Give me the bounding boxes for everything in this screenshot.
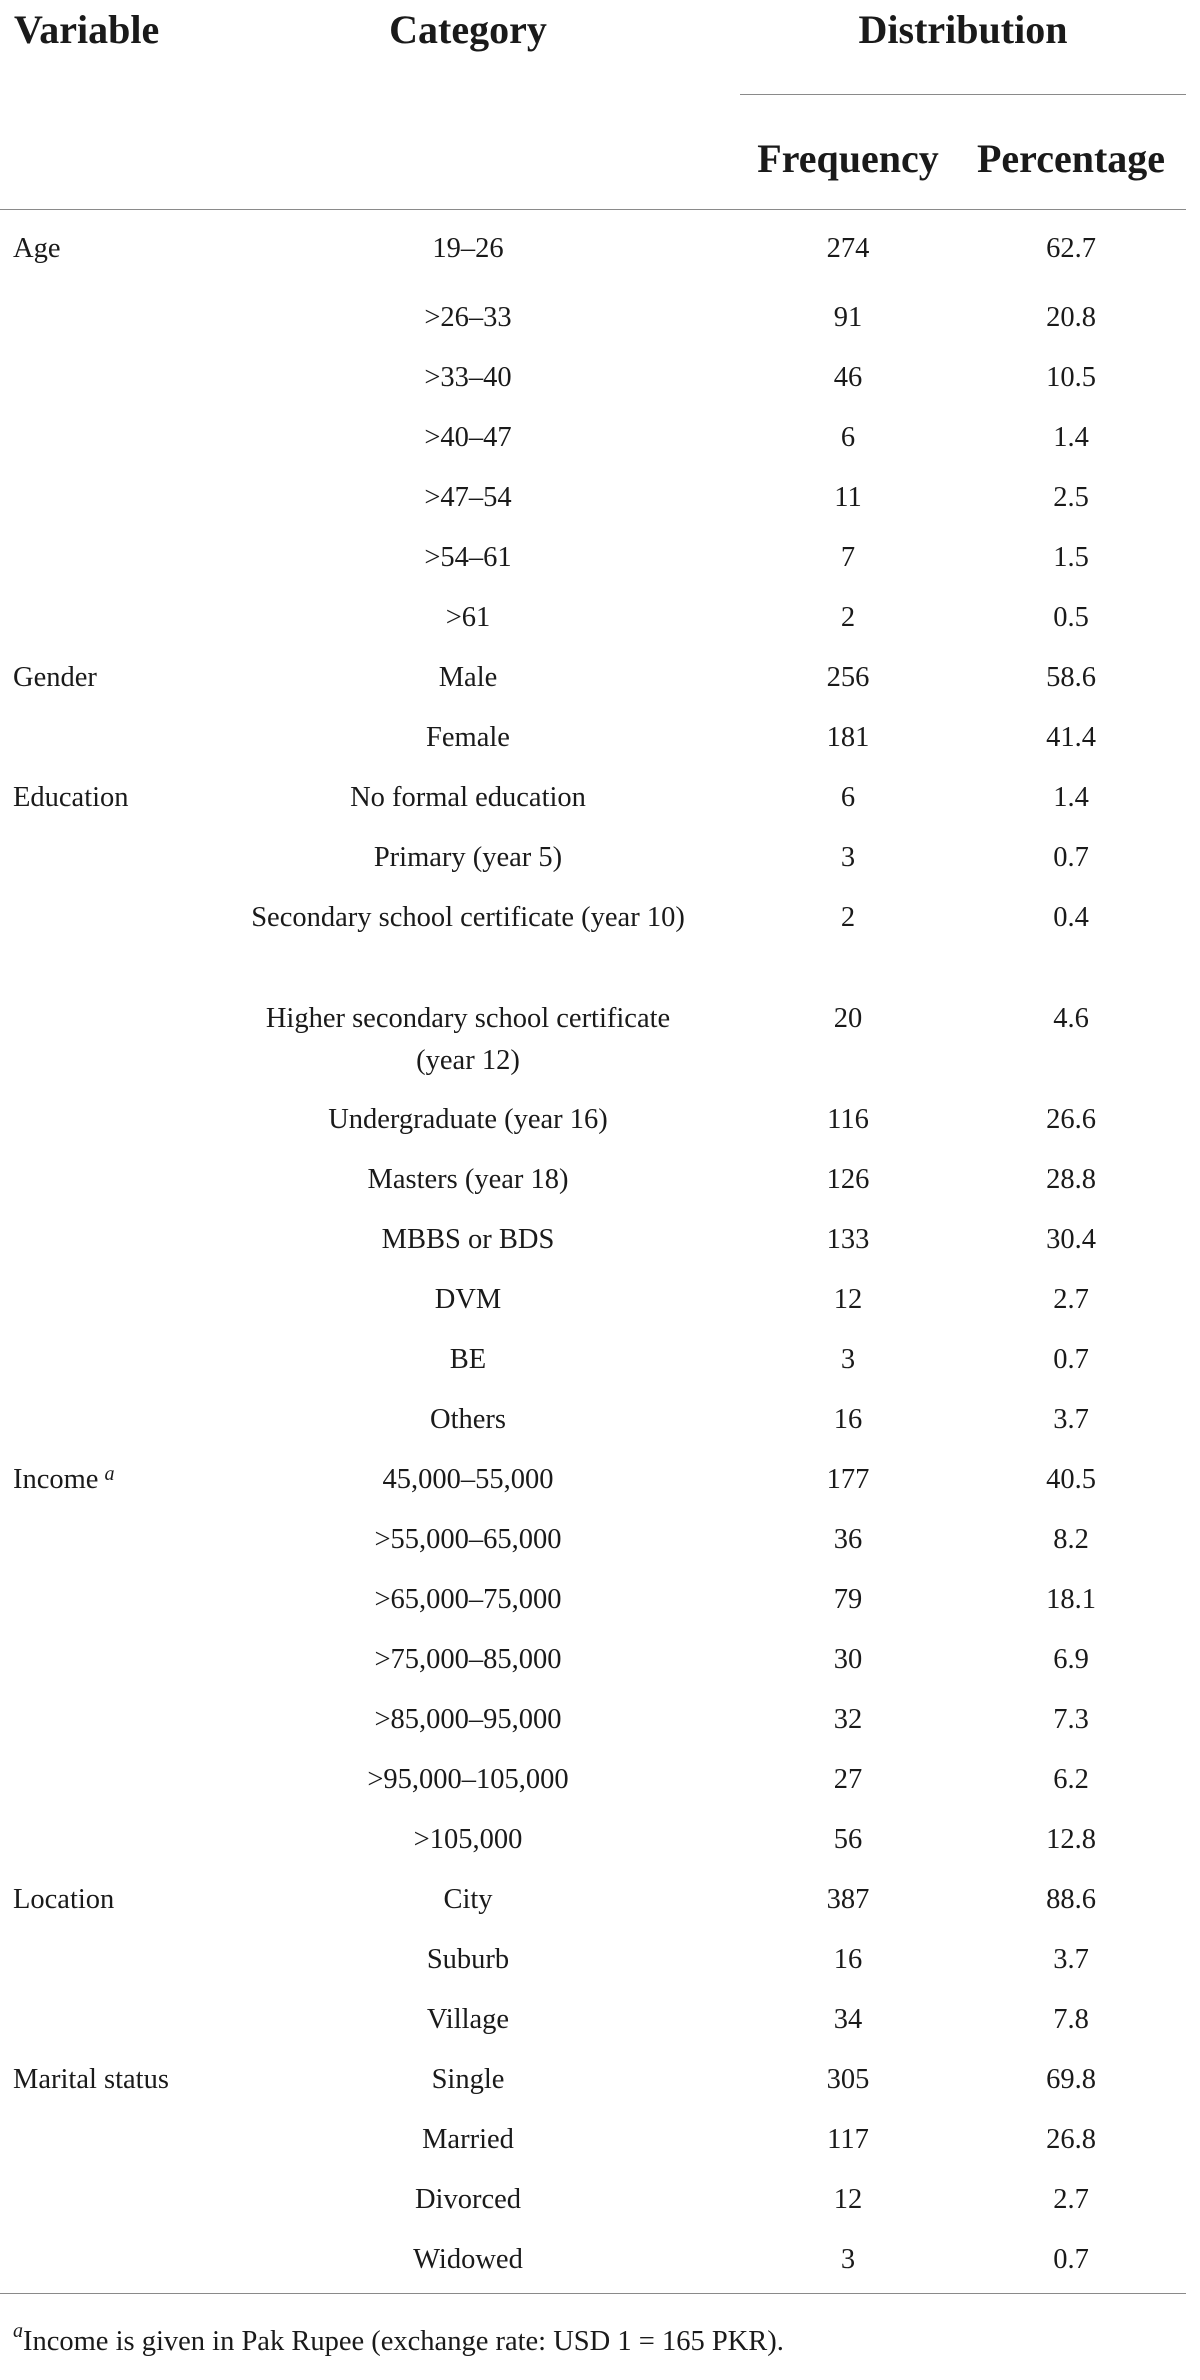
- cell-percentage: 7.3: [1053, 1703, 1089, 1735]
- cell-category: DVM: [434, 1283, 502, 1315]
- cell-category: Suburb: [426, 1943, 510, 1975]
- cell-variable: [0, 1570, 196, 1630]
- cell-percentage: 0.7: [1053, 1343, 1089, 1375]
- cell-category: Secondary school certificate (year 10): [251, 901, 685, 933]
- cell-category: 19–26: [432, 233, 504, 264]
- cell-frequency: 16: [833, 1943, 863, 1975]
- footnote-text: Income is given in Pak Rupee (exchange rate: USD 1 = 165 PKR).: [23, 2326, 784, 2357]
- cell-frequency: 2: [840, 601, 856, 633]
- cell-category: >105,000: [413, 1823, 523, 1855]
- cell-variable: [0, 1750, 196, 1810]
- cell-frequency: 6: [840, 781, 856, 813]
- cell-category: BE: [449, 1343, 487, 1375]
- cell-percentage: 6.2: [1053, 1763, 1089, 1795]
- table-row: [0, 348, 1186, 408]
- cell-percentage: 0.5: [1053, 601, 1089, 633]
- header-distribution: Distribution: [740, 0, 1186, 95]
- cell-variable: [0, 1690, 196, 1750]
- table-row: [0, 2050, 1186, 2110]
- cell-variable: [0, 528, 196, 588]
- cell-frequency: 79: [833, 1583, 863, 1615]
- cell-frequency: 20: [833, 1002, 863, 1034]
- cell-percentage: 20.8: [1046, 301, 1096, 333]
- cell-percentage: 3.7: [1053, 1943, 1089, 1975]
- table-row: [0, 1570, 1186, 1630]
- cell-percentage: 58.6: [1046, 661, 1096, 693]
- table-row: [0, 2110, 1186, 2170]
- table-row: [0, 288, 1186, 348]
- table-footnote: [13, 2320, 784, 2358]
- cell-category: Divorced: [414, 2183, 522, 2215]
- cell-frequency: 91: [833, 301, 863, 333]
- table-row: [0, 1930, 1186, 1990]
- table-row: [0, 1510, 1186, 1570]
- table-row: [0, 828, 1186, 888]
- table-row: [0, 1090, 1186, 1150]
- cell-variable: [0, 468, 196, 528]
- cell-frequency: 274: [826, 233, 870, 264]
- footnote-reference: a: [104, 1462, 115, 1485]
- cell-percentage: 2.7: [1053, 1283, 1089, 1315]
- cell-variable: [0, 1390, 196, 1450]
- cell-variable: [0, 2050, 196, 2110]
- cell-frequency: 11: [834, 481, 862, 513]
- cell-percentage: 0.4: [1053, 901, 1089, 933]
- cell-variable: [0, 1150, 196, 1210]
- table-row: [0, 1390, 1186, 1450]
- cell-percentage: 62.7: [1046, 233, 1096, 264]
- variable-label: Marital status: [13, 2063, 169, 2095]
- cell-percentage: 4.6: [1053, 1002, 1089, 1034]
- cell-category: Male: [438, 661, 498, 693]
- cell-variable: [0, 768, 196, 828]
- table-row: [0, 1150, 1186, 1210]
- cell-frequency: 177: [826, 1463, 870, 1495]
- cell-category: Female: [426, 721, 510, 753]
- cell-frequency: 256: [826, 661, 870, 693]
- variable-label: Education: [13, 781, 129, 813]
- cell-category: Village: [426, 2003, 510, 2035]
- cell-frequency: 3: [840, 1343, 856, 1375]
- cell-percentage: 30.4: [1046, 1223, 1096, 1255]
- table-row: [0, 1450, 1186, 1510]
- cell-category: Undergraduate (year 16): [328, 1103, 608, 1135]
- cell-frequency: 46: [833, 361, 863, 393]
- cell-percentage: 1.4: [1053, 421, 1089, 453]
- cell-category: MBBS or BDS: [381, 1223, 555, 1255]
- cell-variable: [0, 708, 196, 768]
- cell-percentage: 18.1: [1046, 1583, 1096, 1615]
- cell-variable: [0, 1090, 196, 1150]
- cell-percentage: 12.8: [1046, 1823, 1096, 1855]
- cell-percentage: 26.8: [1046, 2123, 1096, 2155]
- variable-label: Age: [13, 233, 61, 264]
- cell-variable: [0, 1630, 196, 1690]
- table-row: [0, 2170, 1186, 2230]
- cell-frequency: 2: [840, 901, 856, 933]
- cell-category: Widowed: [196, 2230, 740, 2294]
- cell-percentage: 7.8: [1053, 2003, 1089, 2035]
- table-row: [0, 588, 1186, 648]
- cell-frequency: 181: [826, 721, 870, 753]
- cell-frequency: 116: [827, 1103, 869, 1135]
- table-row: [0, 1810, 1186, 1870]
- cell-variable: [0, 2110, 196, 2170]
- cell-variable: [0, 2170, 196, 2230]
- cell-percentage: 6.9: [1053, 1643, 1089, 1675]
- cell-category: >75,000–85,000: [374, 1643, 562, 1675]
- cell-frequency: 56: [833, 1823, 863, 1855]
- cell-frequency: 133: [826, 1223, 870, 1255]
- table-row: [0, 1870, 1186, 1930]
- cell-frequency: 27: [833, 1763, 863, 1795]
- table-row: [0, 888, 1186, 989]
- cell-percentage: 26.6: [1046, 1103, 1096, 1135]
- cell-category: >47–54: [424, 481, 512, 513]
- cell-variable: [0, 1450, 196, 1510]
- table-body: [0, 210, 1186, 2294]
- table-row: [0, 1270, 1186, 1330]
- header-percentage: Percentage: [976, 135, 1166, 181]
- variable-label: Gender: [13, 661, 97, 693]
- table-row: [0, 468, 1186, 528]
- table-header: [0, 0, 1186, 210]
- cell-percentage: 2.7: [1053, 2183, 1089, 2215]
- cell-category: >85,000–95,000: [374, 1703, 562, 1735]
- cell-percentage: 0.7: [1053, 841, 1089, 873]
- cell-category: 45,000–55,000: [382, 1463, 554, 1495]
- cell-frequency: 3: [840, 841, 856, 873]
- table-row: [0, 1630, 1186, 1690]
- cell-percentage: 0.7: [956, 2230, 1186, 2294]
- table-row: [0, 1990, 1186, 2050]
- table-row: [0, 528, 1186, 588]
- cell-category: >55,000–65,000: [374, 1523, 562, 1555]
- cell-category: >40–47: [424, 421, 512, 453]
- cell-category: >33–40: [424, 361, 512, 393]
- cell-variable: [0, 1510, 196, 1570]
- cell-category: >26–33: [424, 301, 512, 333]
- table-row: [0, 1690, 1186, 1750]
- cell-category: >61: [445, 601, 491, 633]
- cell-variable: [0, 989, 196, 1090]
- cell-variable: [0, 888, 196, 989]
- cell-variable: [0, 828, 196, 888]
- cell-percentage: 41.4: [1046, 721, 1096, 753]
- cell-variable: [0, 1990, 196, 2050]
- table-row: [0, 1330, 1186, 1390]
- cell-variable: [0, 648, 196, 708]
- footnote-mark: a: [13, 2320, 23, 2342]
- cell-frequency: 32: [833, 1703, 863, 1735]
- cell-variable: [0, 1810, 196, 1870]
- table-row: [0, 708, 1186, 768]
- cell-frequency: 387: [826, 1883, 870, 1915]
- cell-percentage: 40.5: [1046, 1463, 1096, 1495]
- cell-percentage: 3.7: [1053, 1403, 1089, 1435]
- table-row: [0, 1750, 1186, 1810]
- cell-variable: [0, 1330, 196, 1390]
- table-row: [0, 408, 1186, 468]
- cell-variable: [0, 2230, 196, 2294]
- cell-frequency: 30: [833, 1643, 863, 1675]
- table-row: [0, 989, 1186, 1090]
- cell-frequency: 6: [840, 421, 856, 453]
- table-row: [0, 2230, 1186, 2294]
- cell-variable: [0, 288, 196, 348]
- cell-percentage: 69.8: [1046, 2063, 1096, 2095]
- cell-variable: [0, 1930, 196, 1990]
- table-row: [0, 768, 1186, 828]
- variable-label: Location: [13, 1883, 115, 1915]
- cell-frequency: 7: [840, 541, 856, 573]
- cell-variable: [0, 408, 196, 468]
- cell-category: Masters (year 18): [367, 1163, 569, 1195]
- cell-percentage: 1.5: [1053, 541, 1089, 573]
- cell-variable: [0, 210, 196, 288]
- cell-category: Married: [422, 2123, 514, 2155]
- cell-variable: [0, 1870, 196, 1930]
- cell-frequency: 117: [827, 2123, 869, 2155]
- cell-category: No formal education: [350, 781, 586, 813]
- cell-frequency: 12: [833, 2183, 863, 2215]
- cell-category: Single: [431, 2063, 505, 2095]
- cell-category: City: [443, 1883, 493, 1915]
- cell-variable: [0, 1210, 196, 1270]
- cell-frequency: 12: [833, 1283, 863, 1315]
- cell-frequency: 36: [833, 1523, 863, 1555]
- cell-frequency: 3: [740, 2230, 956, 2294]
- variable-label: Income: [13, 1463, 99, 1495]
- cell-category: Higher secondary school certificate (year 12): [265, 1002, 671, 1076]
- table-row: [0, 1210, 1186, 1270]
- cell-category: Primary (year 5): [373, 841, 563, 873]
- cell-variable: [0, 348, 196, 408]
- cell-percentage: 10.5: [1046, 361, 1096, 393]
- cell-percentage: 28.8: [1046, 1163, 1096, 1195]
- cell-percentage: 88.6: [1046, 1883, 1096, 1915]
- cell-category: >65,000–75,000: [374, 1583, 562, 1615]
- header-variable: Variable: [14, 7, 160, 52]
- header-frequency: Frequency: [757, 135, 939, 181]
- header-category: Category: [389, 7, 547, 52]
- cell-variable: [0, 588, 196, 648]
- table-row: [0, 648, 1186, 708]
- cell-percentage: 8.2: [1053, 1523, 1089, 1555]
- cell-variable: [0, 1270, 196, 1330]
- cell-frequency: 16: [833, 1403, 863, 1435]
- cell-category: >54–61: [424, 541, 512, 573]
- cell-percentage: 1.4: [1053, 781, 1089, 813]
- cell-frequency: 34: [833, 2003, 863, 2035]
- table-row: [0, 210, 1186, 288]
- cell-percentage: 2.5: [1053, 481, 1089, 513]
- cell-frequency: 305: [826, 2063, 870, 2095]
- cell-category: >95,000–105,000: [367, 1763, 569, 1795]
- cell-category: Others: [430, 1403, 506, 1435]
- cell-frequency: 126: [826, 1163, 870, 1195]
